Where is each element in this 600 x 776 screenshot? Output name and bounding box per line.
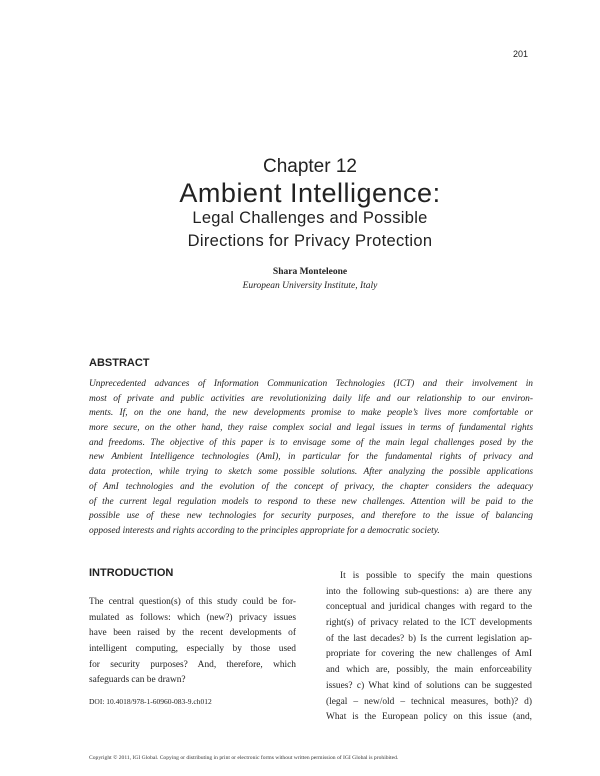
chapter-subtitle-line-2: Directions for Privacy Protection [187,232,433,250]
chapter-label: Chapter 12 [262,156,357,177]
page-number: 201 [512,49,528,59]
body-line: conceptual and juridical changes with regard to the [326,602,532,613]
body-line: for security purposes? And, therefore, which [89,659,296,670]
chapter-title: Ambient Intelligence: [179,178,441,208]
body-line: What is the European policy on this issue (and, [326,712,532,723]
body-line: propriate for covering the new challenges of AmI [326,649,532,660]
abstract-line: most of private and public activities are revolutionizing daily life and our relationship to our environ- [89,393,533,404]
body-line: The central question(s) of this study could be for- [89,597,296,607]
body-line: It is possible to specify the main questions [340,571,532,581]
copyright-footer: Copyright © 2011, IGI Global. Copying or distributing in print or electronic forms without written permission of IGI Global is prohibited. [89,755,399,761]
abstract-line: data protection, while trying to sketch some possible solutions. After analyzing the possible applications [89,467,533,478]
body-line: have been raised by the recent developments of [89,628,296,639]
body-line: right(s) of privacy related to the ICT developments [326,618,532,629]
author-affiliation: European University Institute, Italy [242,281,378,291]
body-line: safeguards can be drawn? [89,675,186,686]
body-line: of the last decades? b) Is the current legislation ap- [326,633,532,644]
abstract-line: Unprecedented advances of Information Communication Technologies (ICT) and their involvement in [89,379,533,389]
abstract-line: opposed interests and rights according to the principles appropriate for a democratic society. [89,525,440,536]
introduction-column-2 [326,569,532,726]
body-line: and which are, possibly, the main enforceability [326,665,532,676]
abstract-body [89,377,533,539]
abstract-line: of AmI technologies and the evolution of the concept of privacy, the chapter considers the adequacy [89,481,533,492]
abstract-line: ments. If, on the one hand, the new developments promise to make people’s lives more comfortable or [89,408,533,419]
introduction-column-1 [89,595,296,689]
doi-note: DOI: 10.4018/978-1-60960-083-9.ch012 [89,697,212,706]
author-name: Shara Monteleone [272,267,348,277]
abstract-line: new Ambient Intelligence technologies (AmI), in particular for the fundamental rights of privacy and [89,452,533,463]
body-line: intelligent computing, especially by those used [89,644,296,655]
introduction-heading: INTRODUCTION [89,567,174,579]
abstract-line: possible use of these new technologies for security purposes, and therefore to the issue of balancing [89,511,533,522]
body-line: into the following sub-questions: a) are there any [326,586,532,597]
body-line: issues? c) What kind of solutions can be suggested [326,680,532,691]
abstract-line: of the current legal regulation models to respond to these new challenges. Attention will be paid to the [89,496,533,507]
abstract-heading: ABSTRACT [89,357,150,369]
abstract-line: more secure, on the other hand, they raise complex social and legal issues in terms of fundamental rights [89,423,533,434]
body-line: mulated as follows: which (new?) privacy issues [89,612,296,623]
chapter-subtitle-line-1: Legal Challenges and Possible [192,209,428,227]
body-line: (legal – new/old – technical measures, both)? d) [326,696,532,707]
abstract-line: and freedoms. The objective of this paper is to envisage some of the main legal challenges posed by the [89,437,533,448]
